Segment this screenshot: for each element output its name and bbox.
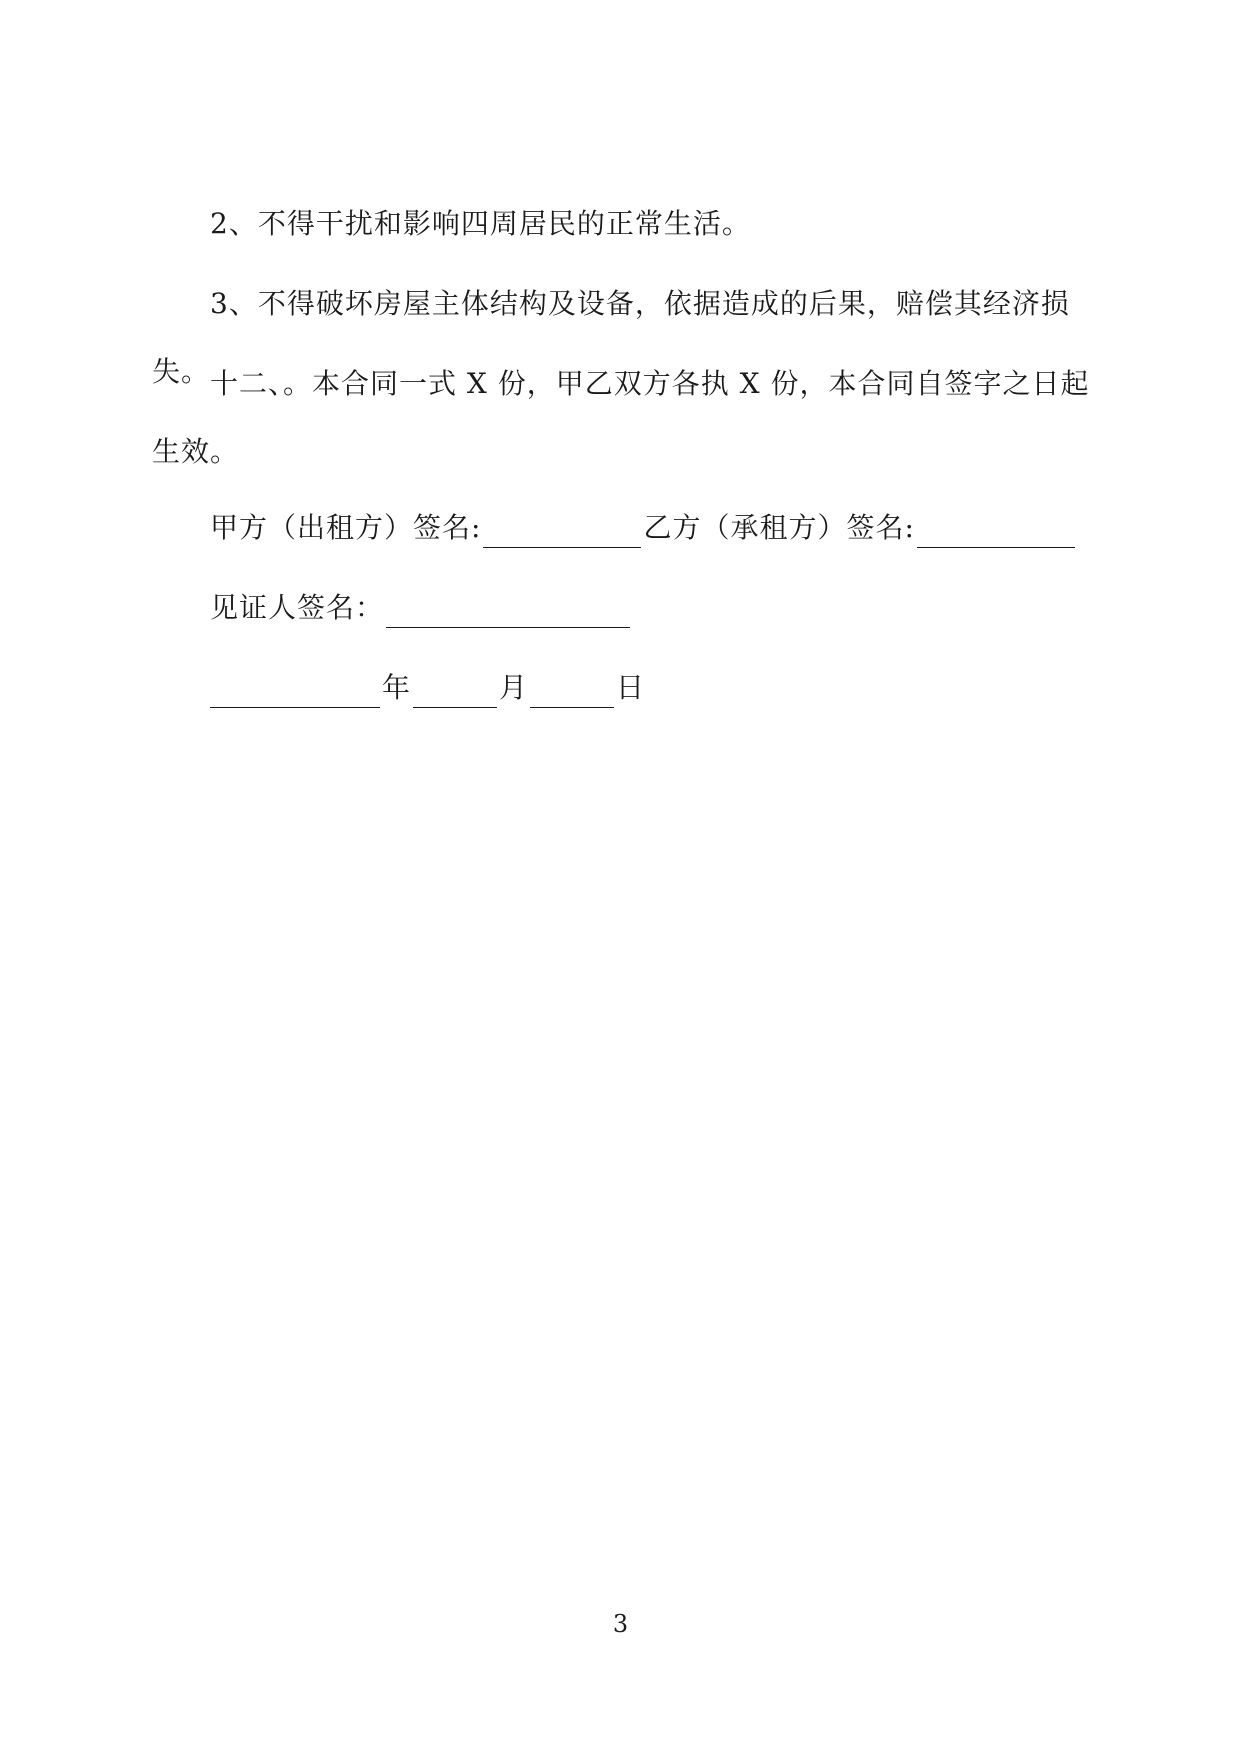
clause-item-3: 3、不得破坏房屋主体结构及设备，依据造成的后果，赔偿其经济损失。: [152, 287, 1070, 388]
clause-item-2: 2、不得干扰和影响四周居民的正常生活。: [210, 207, 751, 240]
party-a-signature-field[interactable]: [483, 517, 641, 548]
signature-line: [210, 508, 1077, 548]
year-field[interactable]: [210, 677, 380, 708]
witness-line: [210, 588, 632, 628]
day-field[interactable]: [530, 677, 614, 708]
date-line: [210, 668, 645, 708]
month-field[interactable]: [413, 677, 497, 708]
page-number: 3: [612, 1610, 629, 1638]
party-b-signature-field[interactable]: [917, 517, 1075, 548]
party-b-signature-label: 乙方（承租方）签名:: [643, 511, 915, 544]
day-label: 日: [616, 671, 646, 704]
witness-signature-label: 见证人签名：: [210, 591, 385, 624]
party-a-signature-label: 甲方（出租方）签名:: [210, 511, 482, 544]
year-label: 年: [382, 671, 412, 704]
witness-signature-field[interactable]: [386, 597, 630, 628]
clause-twelve: 十二、。本合同一式 X 份，甲乙双方各执 X 份，本合同自签字之日起生效。: [152, 367, 1090, 468]
month-label: 月: [499, 671, 529, 704]
